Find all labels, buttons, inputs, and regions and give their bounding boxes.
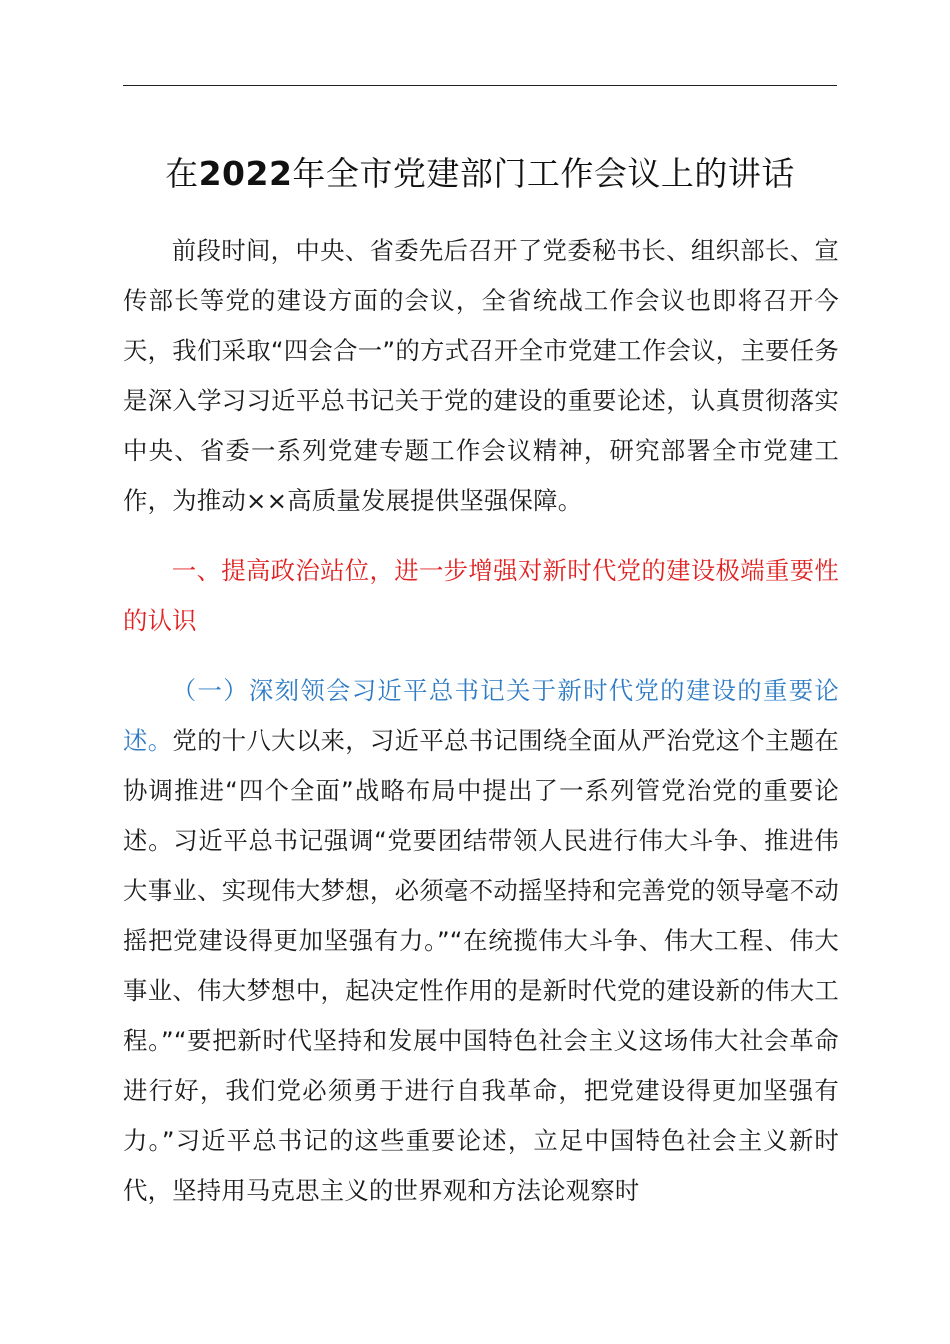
- intro-paragraph: 前段时间，中央、省委先后召开了党委秘书长、组织部长、宣传部长等党的建设方面的会议，全省统战工作会议也即将召开今天，我们采取“四会合一”的方式召开全市党建工作会议，主要任务是深入学习习近平总书记关于党的建设的重要论述，认真贯彻落实中央、省委一系列党建专题工作会议精神，研究部署全市党建工作，为推动××高质量发展提供坚强保障。: [123, 236, 839, 515]
- header-rule: [123, 85, 837, 86]
- subsection-heading: （一）深刻领会习近平总书记关于新时代党的建设的重要论述。: [123, 676, 839, 755]
- section-heading: 一、提高政治站位，进一步增强对新时代党的建设极端重要性的认识: [123, 556, 839, 635]
- document-body: [123, 226, 839, 1216]
- subsection-body: 党的十八大以来，习近平总书记围绕全面从严治党这个主题在协调推进“四个全面”战略布局中提出了一系列管党治党的重要论述。习近平总书记强调“党要团结带领人民进行伟大斗争、推进伟大事业、实现伟大梦想，必须毫不动摇坚持和完善党的领导毫不动摇把党建设得更加坚强有力。”“在统揽伟大斗争、伟大工程、伟大事业、伟大梦想中，起决定性作用的是新时代党的建设新的伟大工程。”“要把新时代坚持和发展中国特色社会主义这场伟大社会革命进行好，我们党必须勇于进行自我革命，把党建设得更加坚强有力。”习近平总书记的这些重要论述，立足中国特色社会主义新时代，坚持用马克思主义的世界观和方法论观察时: [123, 726, 839, 1205]
- title-year: 2022: [198, 154, 293, 193]
- title-suffix: 年全市党建部门工作会议上的讲话: [292, 154, 795, 193]
- document-title: [123, 150, 837, 198]
- title-prefix: 在: [165, 154, 199, 193]
- subsection-paragraph: [123, 666, 839, 1216]
